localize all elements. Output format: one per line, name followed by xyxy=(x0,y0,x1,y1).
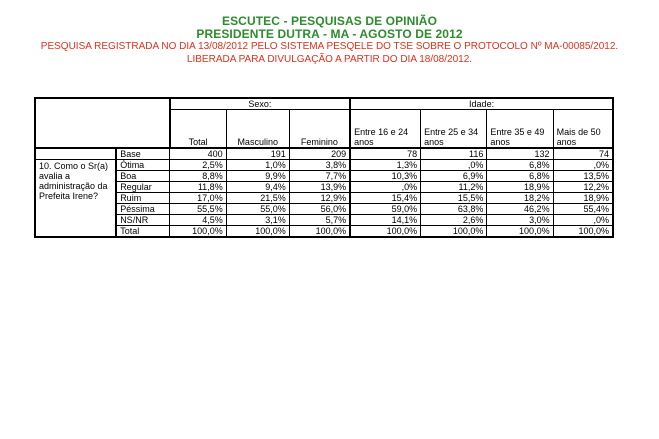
cell: 2,5% xyxy=(170,160,227,171)
question-blank xyxy=(35,148,116,160)
cell: 209 xyxy=(289,148,350,160)
cell: 6,8% xyxy=(487,171,553,182)
cell: 11,2% xyxy=(421,182,487,193)
row-label: Boa xyxy=(116,171,169,182)
cell: 9,9% xyxy=(226,171,289,182)
cell: 5,7% xyxy=(289,215,350,226)
cell: 8,8% xyxy=(170,171,227,182)
group-sexo: Sexo: xyxy=(170,98,351,110)
cell: 7,7% xyxy=(289,171,350,182)
row-label: Base xyxy=(116,148,169,160)
cell: 13,9% xyxy=(289,182,350,193)
row-label: Total xyxy=(116,226,169,238)
cell: 55,4% xyxy=(553,204,613,215)
cell: 4,5% xyxy=(170,215,227,226)
cell: 10,3% xyxy=(350,171,421,182)
col-age-25-34: Entre 25 e 34 anos xyxy=(421,110,487,149)
cell: 18,2% xyxy=(487,193,553,204)
cell: 15,4% xyxy=(350,193,421,204)
cell: 55,5% xyxy=(170,204,227,215)
cell: 100,0% xyxy=(487,226,553,238)
cell: 1,3% xyxy=(350,160,421,171)
cell: 100,0% xyxy=(170,226,227,238)
question-text: 10. Como o Sr(a) avalia a administração da Prefeita Irene? xyxy=(35,160,116,238)
cell: 100,0% xyxy=(226,226,289,238)
cell: 100,0% xyxy=(350,226,421,238)
cell: 55,0% xyxy=(226,204,289,215)
total-row xyxy=(35,226,613,238)
cell: 18,9% xyxy=(487,182,553,193)
cell: ,0% xyxy=(421,160,487,171)
corner-cell xyxy=(35,98,170,148)
cell: 6,8% xyxy=(487,160,553,171)
cell: 15,5% xyxy=(421,193,487,204)
cell: 14,1% xyxy=(350,215,421,226)
cell: 12,2% xyxy=(553,182,613,193)
cell: 6,9% xyxy=(421,171,487,182)
col-masculino: Masculino xyxy=(226,110,289,149)
table-row xyxy=(35,182,613,193)
cell: 18,9% xyxy=(553,193,613,204)
cell: 12,9% xyxy=(289,193,350,204)
cell: 191 xyxy=(226,148,289,160)
cell: ,0% xyxy=(350,182,421,193)
col-age-50-plus: Mais de 50 anos xyxy=(553,110,613,149)
cell: 46,2% xyxy=(487,204,553,215)
col-total: Total xyxy=(170,110,227,149)
col-age-16-24: Entre 16 e 24 anos xyxy=(350,110,421,149)
row-label: Péssima xyxy=(116,204,169,215)
cell: 400 xyxy=(170,148,227,160)
table-row xyxy=(35,204,613,215)
table-row xyxy=(35,215,613,226)
row-label: Ruim xyxy=(116,193,169,204)
cell: 132 xyxy=(487,148,553,160)
report-title: ESCUTEC - PESQUISAS DE OPINIÃO xyxy=(221,14,438,28)
cell: 56,0% xyxy=(289,204,350,215)
cell: 100,0% xyxy=(289,226,350,238)
cell: 59,0% xyxy=(350,204,421,215)
cell: 13,5% xyxy=(553,171,613,182)
table-row xyxy=(35,171,613,182)
row-label: Ótima xyxy=(116,160,169,171)
cell: 100,0% xyxy=(553,226,613,238)
row-label: NS/NR xyxy=(116,215,169,226)
cell: 17,0% xyxy=(170,193,227,204)
report-subtitle: PRESIDENTE DUTRA - MA - AGOSTO DE 2012 xyxy=(196,27,463,41)
row-label: Regular xyxy=(116,182,169,193)
cell: 1,0% xyxy=(226,160,289,171)
registration-notice: PESQUISA REGISTRADA NO DIA 13/08/2012 PELO SISTEMA PESQELE DO TSE SOBRE O PROTOCOLO Nº MA-00085/2012. xyxy=(40,41,619,52)
cell: ,0% xyxy=(553,215,613,226)
cell: 21,5% xyxy=(226,193,289,204)
cell: 11,8% xyxy=(170,182,227,193)
cell: 74 xyxy=(553,148,613,160)
cell: 100,0% xyxy=(421,226,487,238)
results-table xyxy=(34,97,614,238)
cell: 63,8% xyxy=(421,204,487,215)
cell: 3,1% xyxy=(226,215,289,226)
col-feminino: Feminino xyxy=(289,110,350,149)
col-age-35-49: Entre 35 e 49 anos xyxy=(487,110,553,149)
cell: 9,4% xyxy=(226,182,289,193)
base-row xyxy=(35,148,613,160)
table-row xyxy=(35,193,613,204)
cell: ,0% xyxy=(553,160,613,171)
cell: 3,0% xyxy=(487,215,553,226)
release-notice: LIBERADA PARA DIVULGAÇÃO A PARTIR DO DIA 18/08/2012. xyxy=(186,54,473,65)
group-header-row xyxy=(35,98,613,110)
group-idade: Idade: xyxy=(350,98,613,110)
cell: 78 xyxy=(350,148,421,160)
cell: 116 xyxy=(421,148,487,160)
table-row xyxy=(35,160,613,171)
cell: 2,6% xyxy=(421,215,487,226)
cell: 3,8% xyxy=(289,160,350,171)
